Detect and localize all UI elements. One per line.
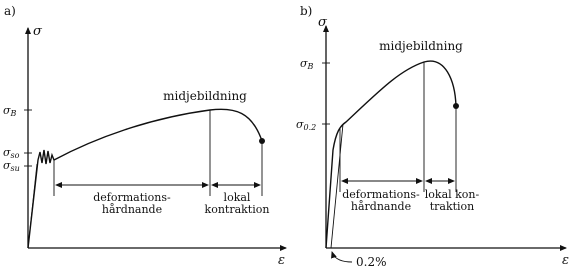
panel-a-tick-sigma-su: σsu bbox=[3, 159, 20, 173]
panel-b-necking-label-2: traktion bbox=[429, 200, 475, 213]
panel-b-necking-label-1: lokal kon- bbox=[424, 188, 480, 201]
panel-a-y-axis-label: σ bbox=[33, 24, 42, 39]
panel-b-curve bbox=[326, 61, 456, 248]
panel-a-peak-label: midjebildning bbox=[163, 89, 247, 103]
panel-b-x-axis-label: ε bbox=[562, 253, 569, 268]
panel-b-offset-pointer bbox=[332, 252, 352, 262]
panel-a-hardening-label-2: hårdnande bbox=[101, 203, 163, 216]
panel-b-tag: b) bbox=[300, 4, 313, 18]
panel-a-necking-label-1: lokal bbox=[223, 191, 251, 204]
panel-a-necking-label-2: kontraktion bbox=[204, 203, 270, 216]
panel-a-tick-sigma-so: σso bbox=[3, 146, 20, 160]
panel-b-tick-sigma-02: σ0.2 bbox=[296, 118, 317, 132]
panel-b-offset-line bbox=[331, 124, 343, 248]
panel-a-curve bbox=[28, 109, 262, 248]
panel-a-tick-sigma-b: σB bbox=[3, 104, 17, 118]
panel-a-x-axis-label: ε bbox=[278, 253, 285, 268]
panel-b-tick-sigma-b: σB bbox=[300, 57, 314, 71]
panel-b-offset-label: 0.2% bbox=[356, 255, 387, 269]
panel-b-hardening-label-2: hårdnande bbox=[350, 200, 412, 213]
panel-b bbox=[296, 4, 569, 269]
panel-a-elastic-line bbox=[28, 164, 37, 248]
panel-b-hardening-label-1: deformations- bbox=[342, 188, 420, 201]
panel-b-y-axis-label: σ bbox=[318, 15, 327, 30]
panel-a-hardening-label-1: deformations- bbox=[93, 191, 171, 204]
panel-a-tag: a) bbox=[4, 4, 16, 18]
panel-b-peak-label: midjebildning bbox=[379, 39, 463, 53]
panel-a bbox=[3, 4, 286, 268]
